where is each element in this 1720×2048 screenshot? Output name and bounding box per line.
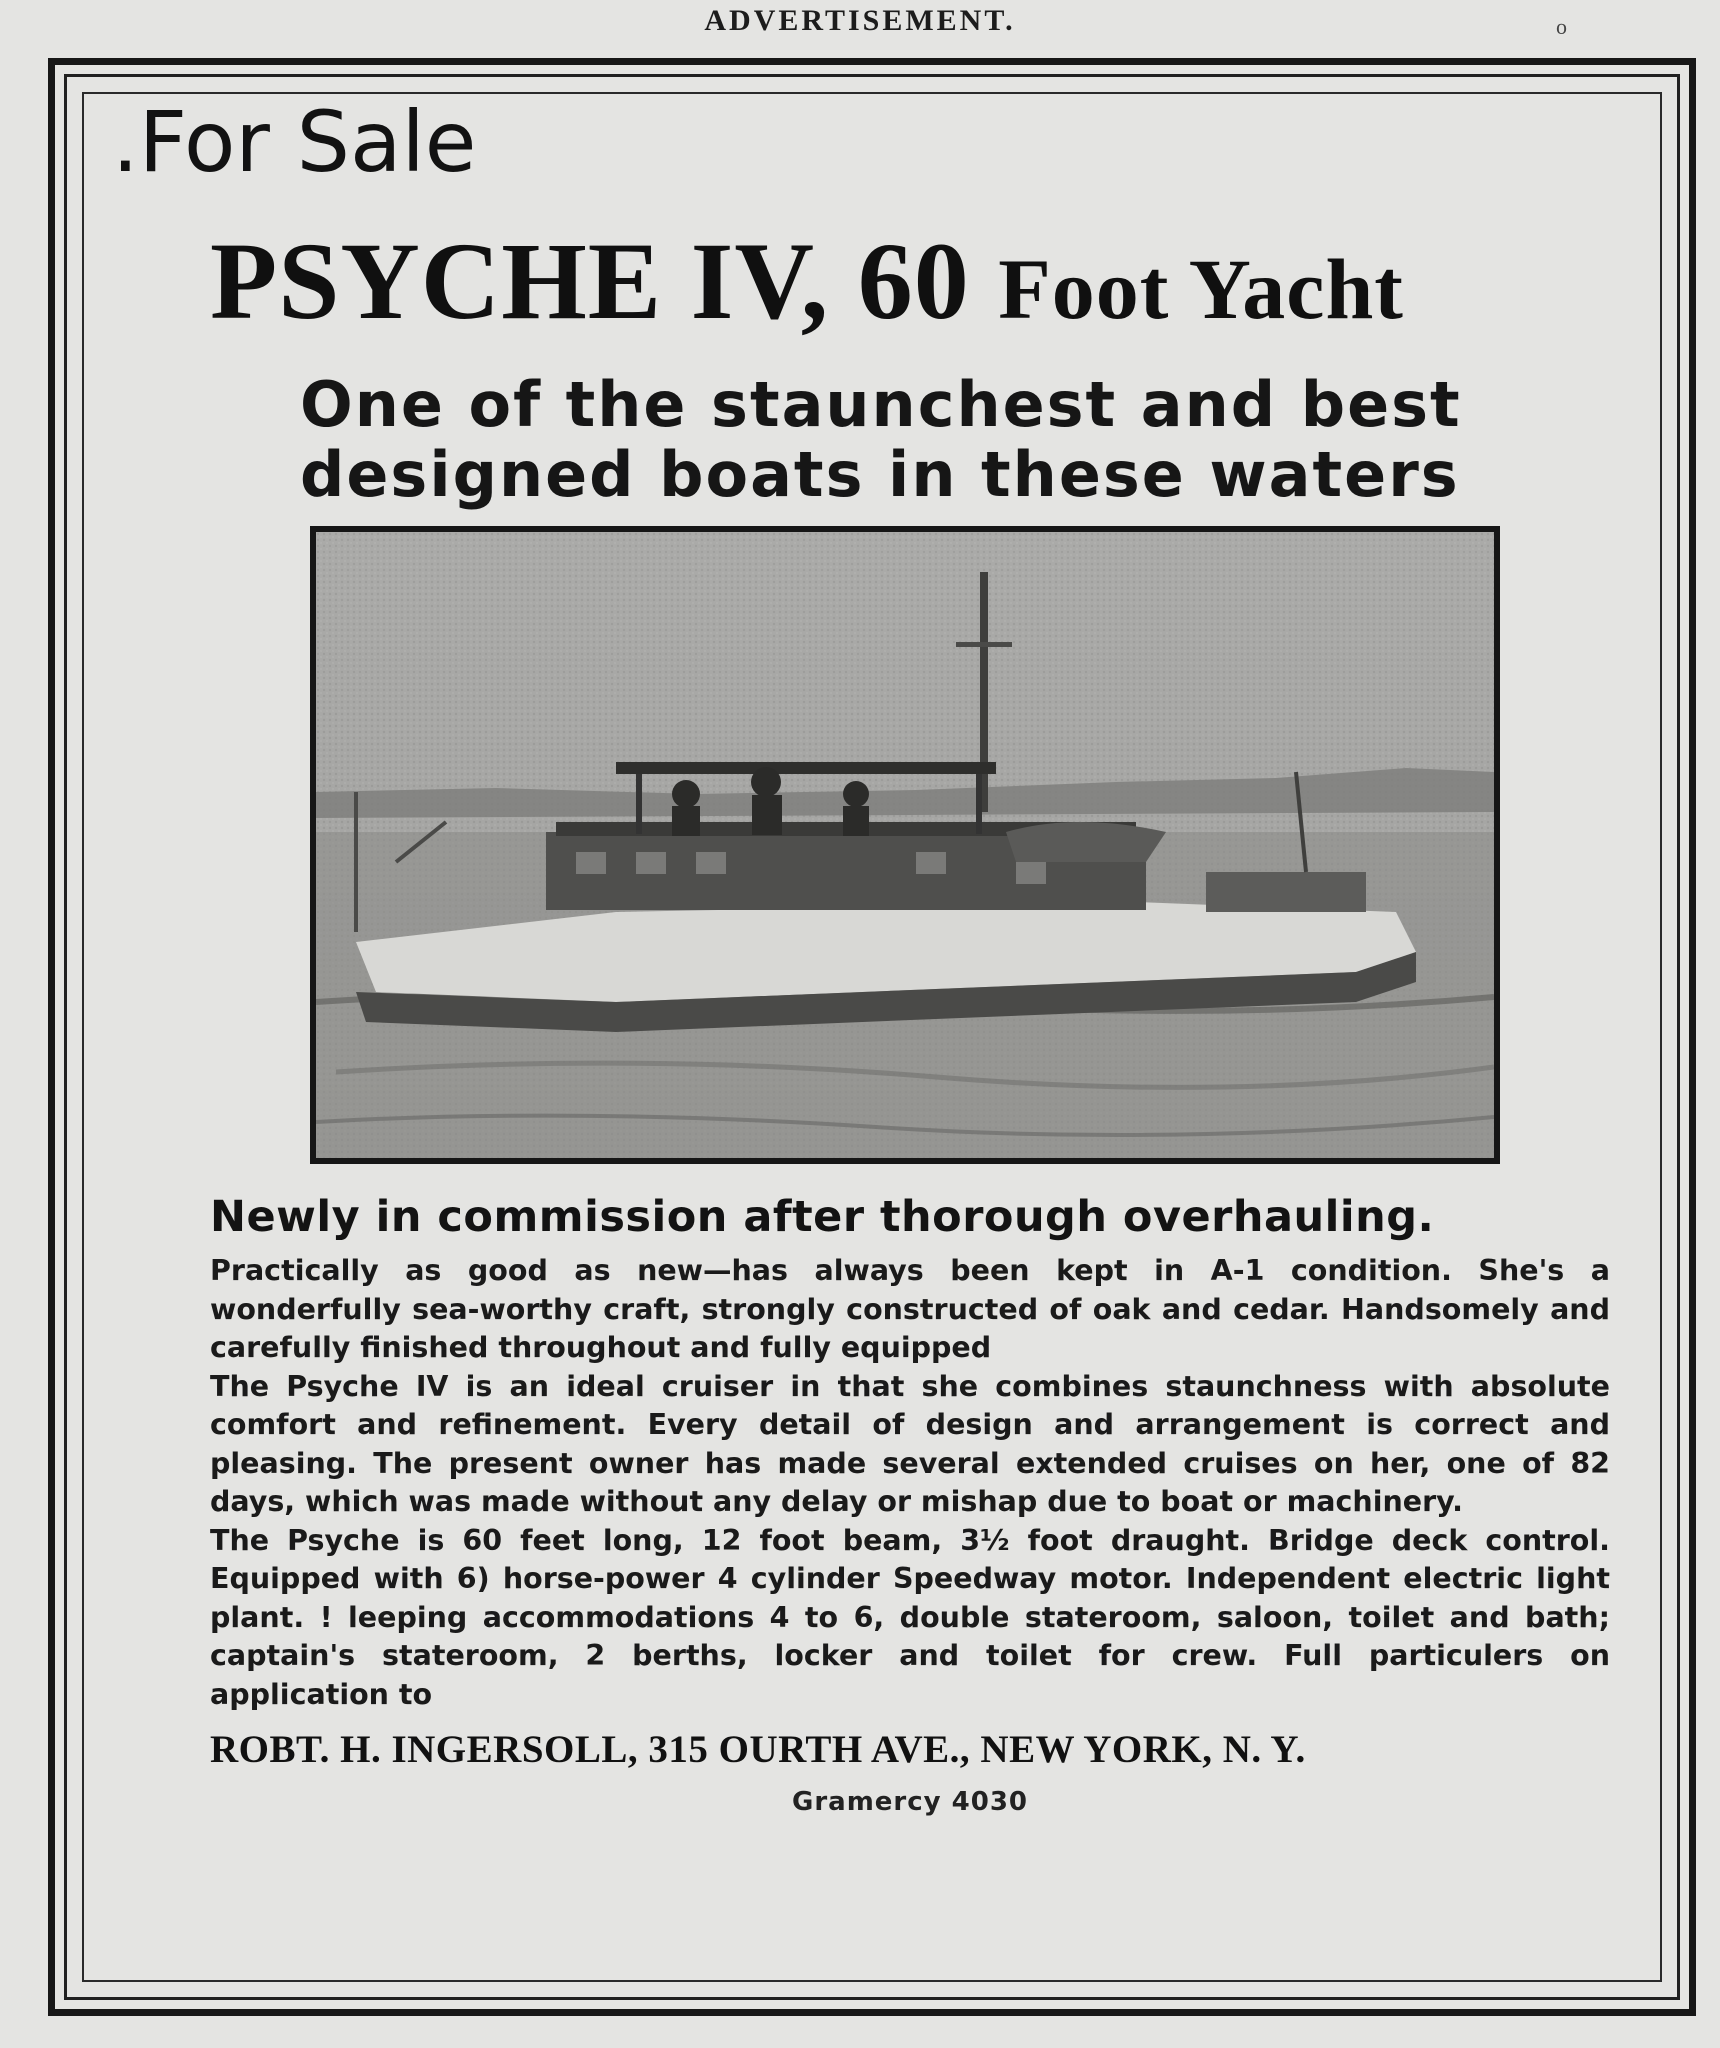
yacht-name: PSYCHE IV, 60 bbox=[210, 220, 970, 342]
contact-address: ROBT. H. INGERSOLL, 315 OURTH AVE., NEW YORK, N. Y. bbox=[210, 1728, 1306, 1771]
paragraph-condition: Practically as good as new—has always been kept in A-1 condition. She's a wonderfully sea-worthy craft, strongly constructed of oak and cedar. Handsomely and carefully finished throughout and fully equipped bbox=[210, 1254, 1610, 1364]
subhead-line-1: One of the staunchest and best bbox=[300, 368, 1462, 441]
yacht-type: Foot Yacht bbox=[998, 241, 1404, 337]
ad-body bbox=[210, 1188, 1610, 1822]
subhead-line-2: designed boats in these waters bbox=[300, 438, 1460, 511]
contact-phone: Gramercy 4030 bbox=[791, 1787, 1029, 1817]
paragraph-specs: The Psyche is 60 feet long, 12 foot beam, 3½ foot draught. Bridge deck control. Equipped with 6) horse-power 4 cylinder Speedway motor. Independent electric light plant. ! leeping accommodations 4 to 6, double stateroom, saloon, toilet and bath; captain's stateroom, 2 berths, locker and toilet for crew. Full particulers on application to bbox=[210, 1523, 1610, 1711]
advertisement-label: ADVERTISEMENT. bbox=[704, 4, 1016, 37]
yacht-photo bbox=[310, 526, 1500, 1164]
page-mark: o bbox=[1556, 14, 1567, 39]
for-sale-heading: .For Sale bbox=[112, 93, 477, 191]
lead-line: Newly in commission after thorough overhauling. bbox=[210, 1192, 1435, 1242]
paragraph-cruiser: The Psyche IV is an ideal cruiser in that she combines staunchness with absolute comfort and refinement. Every detail of design and arrangement is correct and pleasing. The present owner has made several extended cruises on her, one of 82 days, which was made without any delay or mishap due to boat or machinery. bbox=[210, 1369, 1610, 1518]
yacht-photo-illustration bbox=[316, 532, 1494, 1158]
yacht-headline bbox=[210, 220, 1610, 342]
subheadline bbox=[300, 370, 1630, 510]
